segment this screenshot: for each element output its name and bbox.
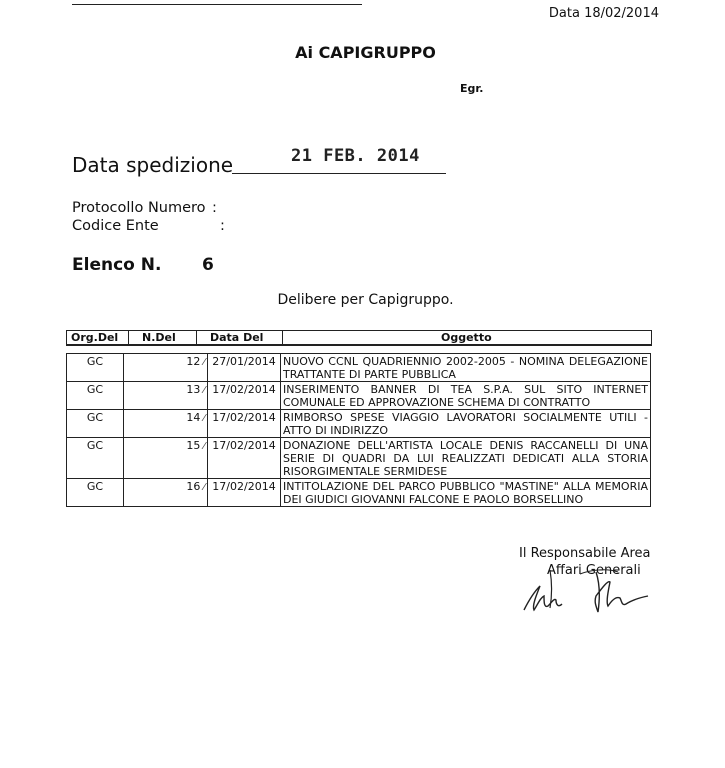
codice-ente — [72, 218, 225, 234]
table-caption: Delibere per Capigruppo. — [277, 292, 454, 308]
handwritten-signature — [510, 562, 660, 622]
cell-org: GC — [67, 438, 124, 479]
cell-ndel — [124, 438, 208, 479]
protocollo-numero-colon: : — [212, 200, 217, 216]
cell-ndel-value: 16 — [186, 480, 201, 493]
cell-org: GC — [67, 410, 124, 438]
elenco-label: Elenco N. — [72, 255, 162, 275]
cell-org: GC — [67, 382, 124, 410]
table-row — [67, 382, 651, 410]
cell-org: GC — [67, 479, 124, 507]
header-data-del: Data Del — [210, 331, 264, 344]
header-oggetto: Oggetto — [441, 331, 492, 344]
affari-generali-label: Affari Generali — [547, 563, 641, 578]
protocollo-numero-label: Protocollo Numero — [72, 200, 206, 216]
elenco-value: 6 — [202, 255, 214, 275]
cell-oggetto: INTITOLAZIONE DEL PARCO PUBBLICO "MASTINE" ALLA MEMORIA DEI GIUDICI GIOVANNI FALCONE E PAOLO BORSELLINO — [281, 479, 651, 507]
header-org-del: Org.Del — [71, 331, 119, 344]
top-rule — [72, 4, 362, 5]
cell-ndel — [124, 354, 208, 382]
cell-ndel-value: 15 — [186, 439, 201, 452]
check-mark-icon: ⁄ — [203, 413, 205, 424]
document-date: Data 18/02/2014 — [548, 6, 659, 21]
cell-date: 17/02/2014 — [208, 382, 281, 410]
cell-org: GC — [67, 354, 124, 382]
table-header — [66, 330, 652, 346]
check-mark-icon: ⁄ — [203, 385, 205, 396]
spedizione-date-stamp: 21 FEB. 2014 — [291, 146, 420, 166]
cell-date: 27/01/2014 — [208, 354, 281, 382]
elenco-number — [72, 255, 214, 275]
cell-ndel — [124, 382, 208, 410]
cell-date: 17/02/2014 — [208, 410, 281, 438]
cell-ndel — [124, 479, 208, 507]
cell-ndel-value: 14 — [186, 411, 201, 424]
cell-oggetto: DONAZIONE DELL'ARTISTA LOCALE DENIS RACCANELLI DI UNA SERIE DI QUADRI DA LUI REALIZZATI DEDICATI ALLA STORIA RISORGIMENTALE SERMIDESE — [281, 438, 651, 479]
document-title: Ai CAPIGRUPPO — [295, 43, 436, 62]
check-mark-icon: ⁄ — [203, 441, 205, 452]
cell-ndel-value: 13 — [186, 383, 201, 396]
delibere-table — [66, 353, 651, 507]
table-row — [67, 354, 651, 382]
cell-oggetto: INSERIMENTO BANNER DI TEA S.P.A. SUL SITO INTERNET COMUNALE ED APPROVAZIONE SCHEMA DI CONTRATTO — [281, 382, 651, 410]
header-n-del: N.Del — [142, 331, 176, 344]
cell-ndel-value: 12 — [186, 355, 201, 368]
spedizione-label: Data spedizione — [72, 153, 234, 177]
cell-date: 17/02/2014 — [208, 479, 281, 507]
check-mark-icon: ⁄ — [203, 482, 205, 493]
codice-ente-label: Codice Ente — [72, 218, 159, 234]
cell-ndel — [124, 410, 208, 438]
codice-ente-colon: : — [220, 218, 225, 234]
table-row — [67, 438, 651, 479]
table-row — [67, 479, 651, 507]
table-row — [67, 410, 651, 438]
check-mark-icon: ⁄ — [203, 357, 205, 368]
cell-oggetto: RIMBORSO SPESE VIAGGIO LAVORATORI SOCIALMENTE UTILI - ATTO DI INDIRIZZO — [281, 410, 651, 438]
recipient-salutation: Egr. — [460, 82, 484, 95]
spedizione-underline — [232, 173, 446, 174]
cell-oggetto: NUOVO CCNL QUADRIENNIO 2002-2005 - NOMINA DELEGAZIONE TRATTANTE DI PARTE PUBBLICA — [281, 354, 651, 382]
cell-date: 17/02/2014 — [208, 438, 281, 479]
protocollo-numero — [72, 200, 217, 216]
responsabile-label: Il Responsabile Area — [519, 546, 651, 561]
